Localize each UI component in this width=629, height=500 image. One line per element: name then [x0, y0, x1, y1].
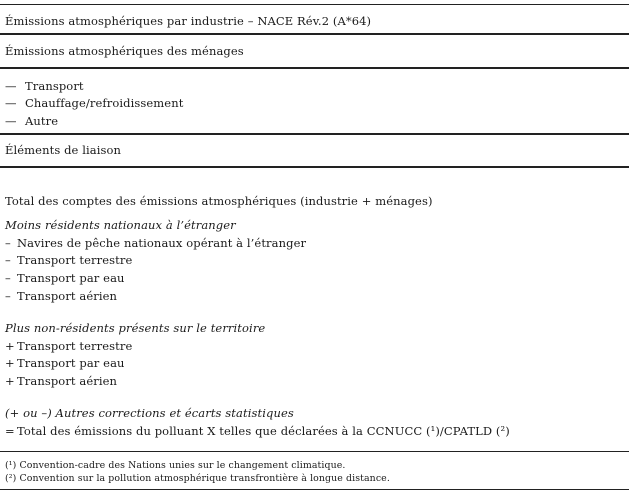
total-reported-row: = Total des émissions du polluant X telles que déclarées à la CCNUCC (¹)/CPATLD (²) [5, 424, 510, 438]
minus-item-fishing: – Navires de pêche nationaux opérant à l’étranger [5, 236, 307, 250]
footnote-1: (¹) Convention-cadre des Nations unies sur le changement climatique. [5, 460, 346, 471]
top-rule [0, 4, 629, 5]
total-accounts-row: Total des comptes des émissions atmosphériques (industrie + ménages) [5, 194, 433, 208]
households-row: Émissions atmosphériques des ménages [5, 44, 244, 58]
minus-item-air: – Transport aérien [5, 289, 118, 303]
divider [0, 67, 629, 69]
plus-item-water: + Transport par eau [5, 356, 125, 370]
minus-item-land: – Transport terrestre [5, 253, 133, 267]
plus-nonresidents-heading: Plus non-résidents présents sur le territoire [5, 321, 266, 335]
plus-item-land: + Transport terrestre [5, 339, 133, 353]
minus-item-water: – Transport par eau [5, 271, 125, 285]
minus-residents-heading: Moins résidents nationaux à l’étranger [5, 218, 236, 232]
bridging-row: Éléments de liaison [5, 143, 122, 157]
household-item-transport: — Transport [5, 79, 84, 93]
bottom-rule [0, 489, 629, 490]
plus-item-air: + Transport aérien [5, 374, 118, 388]
divider [0, 133, 629, 135]
household-item-heating: — Chauffage/refroidissement [5, 96, 184, 110]
industry-row: Émissions atmosphériques par industrie – NACE Rév.2 (A*64) [5, 14, 372, 28]
divider [0, 166, 629, 168]
household-item-other: — Autre [5, 114, 59, 128]
footnote-rule [0, 451, 629, 452]
other-corrections-heading: (+ ou –) Autres corrections et écarts statistiques [5, 406, 294, 420]
divider [0, 33, 629, 35]
footnote-2: (²) Convention sur la pollution atmosphérique transfrontière à longue distance. [5, 473, 390, 484]
